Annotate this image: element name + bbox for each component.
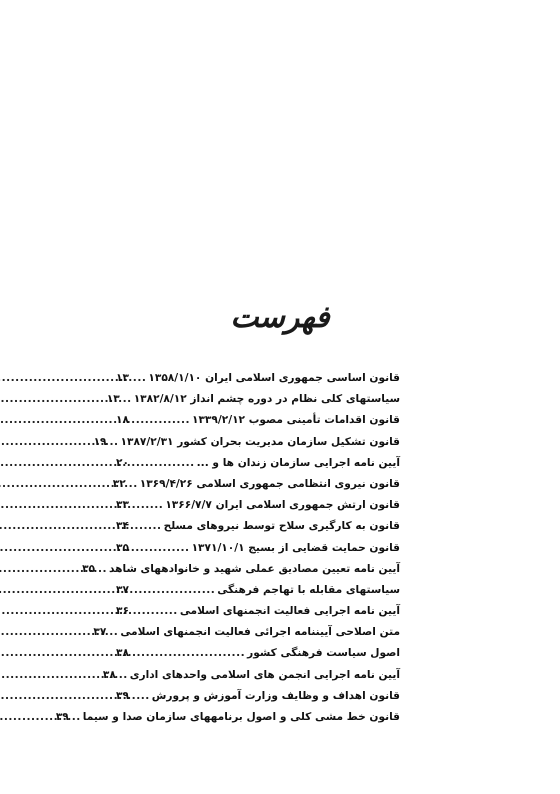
toc-entry-page: ۲۰ xyxy=(116,456,129,469)
toc-entry-page: ۳۴ xyxy=(116,520,129,533)
toc-dot-leader xyxy=(108,622,118,643)
toc-entry xyxy=(116,410,400,431)
toc-entry-page: ۳۵ xyxy=(82,562,95,575)
toc-entry-page: ۳۷ xyxy=(93,626,107,639)
toc-dot-leader xyxy=(122,389,132,410)
toc-entry-title: قانون خط مشی کلی و اصول برنامههای سازمان صدا و سیما xyxy=(82,711,400,723)
toc-entry-title: قانون اهداف و وظایف وزارت آموزش و پرورش xyxy=(151,689,400,702)
toc-dot-leader xyxy=(128,474,138,495)
toc-dot-leader xyxy=(131,495,163,516)
toc-entry xyxy=(102,665,400,686)
page-title: فهرست xyxy=(230,300,330,335)
toc-dot-leader xyxy=(131,601,178,622)
toc-entry-title: سیاستهای کلی نظام در دوره چشم انداز ۱۳۸۲/۸/۱۲ xyxy=(133,393,400,406)
toc-entry-title: قانون اقدامات تأمینی مصوب ۱۳۳۹/۲/۱۲ xyxy=(192,414,400,427)
toc-dot-leader xyxy=(131,516,162,537)
toc-entry xyxy=(82,559,400,580)
toc-dot-leader xyxy=(131,368,146,389)
toc-entry-page: ۳۸ xyxy=(102,668,116,681)
toc-entry-page: ۳۳ xyxy=(116,499,129,512)
toc-entry xyxy=(93,432,400,453)
toc-entry-page: ۳۹ xyxy=(116,689,129,702)
toc-entry xyxy=(116,686,400,707)
toc-entry-title: متن اصلاحی آییننامه اجرائی فعالیت انجمنهای اسلامی xyxy=(120,626,400,639)
toc-entry-title: قانون ارتش جمهوری اسلامی ایران ۱۳۶۶/۷/۷ xyxy=(165,499,400,512)
toc-dot-leader xyxy=(131,410,190,431)
toc-entry xyxy=(116,453,400,474)
toc-entry-title: آیین نامه اجرایی فعالیت انجمنهای اسلامی xyxy=(179,605,400,618)
toc-entry-title: اصول سیاست فرهنگی کشور xyxy=(247,647,400,660)
toc-dot-leader xyxy=(71,707,81,728)
toc-entry-title: آیین نامه اجرایی سازمان زندان ها و ... xyxy=(196,456,400,469)
toc-entry xyxy=(116,643,400,664)
toc-entry-title: قانون تشکیل سازمان مدیریت بحران کشور ۱۳۸۷/۲/۳۱ xyxy=(120,435,400,448)
toc-entry xyxy=(93,622,400,643)
toc-entry xyxy=(112,474,400,495)
toc-entry-title: آیین نامه تعیین مصادیق عملی شهید و خانوادههای شاهد xyxy=(109,562,400,575)
toc-entry-page: ۱۸ xyxy=(116,414,129,427)
toc-entry-title: آیین نامه اجرایی انجمن های اسلامی واحدهای اداری xyxy=(129,668,400,681)
toc-dot-leader xyxy=(109,432,119,453)
toc-dot-leader xyxy=(131,643,245,664)
toc-entry xyxy=(55,707,400,728)
toc-entry xyxy=(116,495,400,516)
toc-dot-leader xyxy=(131,580,215,601)
toc-entry-page: ۳۲ xyxy=(112,477,126,490)
toc-entry-page: ۳۷ xyxy=(116,583,129,596)
toc-entry xyxy=(116,368,400,389)
toc-entry-title: سیاستهای مقابله با تهاجم فرهنگی xyxy=(217,583,400,596)
toc-entry xyxy=(116,538,400,559)
toc-entry-title: قانون نیروی انتظامی جمهوری اسلامی ۱۳۶۹/۴/۲۶ xyxy=(139,477,400,490)
toc-dot-leader xyxy=(131,538,190,559)
toc-entry-page: ۱۳ xyxy=(106,393,120,406)
toc-entry xyxy=(116,601,400,622)
toc-entry xyxy=(116,516,400,537)
toc-entry-page: ۳۵ xyxy=(116,541,129,554)
table-of-contents xyxy=(55,368,400,728)
toc-dot-leader xyxy=(118,665,128,686)
toc-entry-page: ۳۸ xyxy=(116,647,129,660)
toc-entry-page: ۳۹ xyxy=(55,711,69,723)
toc-dot-leader xyxy=(131,453,195,474)
toc-entry-page: ۱۳ xyxy=(116,372,129,384)
toc-entry-page: ۳۶ xyxy=(116,605,129,618)
toc-entry-page: ۱۹ xyxy=(93,435,107,448)
toc-entry-title: قانون حمایت قضایی از بسیج ۱۳۷۱/۱۰/۱ xyxy=(191,541,400,554)
toc-dot-leader xyxy=(97,559,107,580)
toc-entry-title: قانون اساسی جمهوری اسلامی ایران ۱۳۵۸/۱/۱۰ xyxy=(148,372,400,384)
toc-entry-title: قانون به کارگیری سلاح توسط نیروهای مسلح xyxy=(163,520,400,533)
toc-entry xyxy=(116,580,400,601)
toc-dot-leader xyxy=(131,686,150,707)
toc-entry xyxy=(106,389,400,410)
